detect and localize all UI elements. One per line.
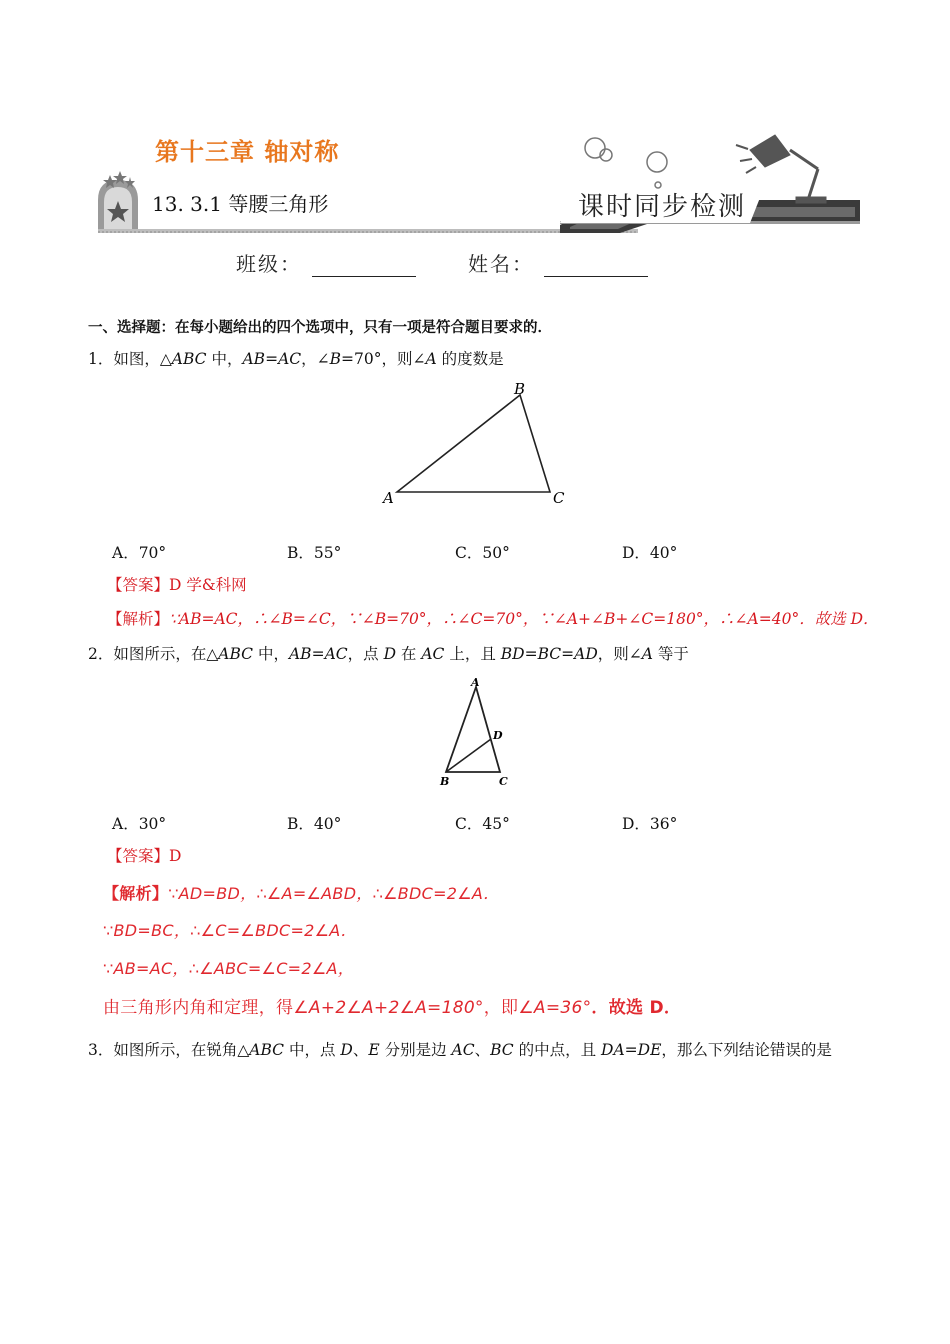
name-field xyxy=(468,248,648,277)
q1-triangle-figure xyxy=(375,375,575,510)
q1-option-c[interactable]: C．50° xyxy=(455,544,510,562)
q2-analysis-line-4: 由三角形内角和定理，得∠A+2∠A+2∠A=180°，即∠A=36°．故选 D． xyxy=(103,998,682,1018)
q1-label-c: C xyxy=(553,489,565,507)
name-label: 姓名： xyxy=(468,252,534,276)
q1-stem: 1．如图，△ABC 中，AB=AC，∠B=70°，则∠A 的度数是 xyxy=(88,350,504,368)
q2-option-b[interactable]: B．40° xyxy=(287,815,342,833)
q2-option-a[interactable]: A．30° xyxy=(112,815,167,833)
worksheet-subtitle: 课时同步检测 xyxy=(578,192,747,222)
q2-answer: 【答案】D xyxy=(107,847,182,865)
q3-stem: 3．如图所示，在锐角△ABC 中，点 D、E 分别是边 AC、BC 的中点，且 DA=DE，那么下列结论错误的是 xyxy=(88,1041,832,1059)
q2-option-c[interactable]: C．45° xyxy=(455,815,510,833)
q2-label-a: A xyxy=(471,676,480,689)
class-blank[interactable] xyxy=(312,256,416,277)
q2-analysis-line-2: ∵BD=BC，∴∠C=∠BDC=2∠A． xyxy=(103,921,357,940)
part-heading: 一、选择题：在每小题给出的四个选项中，只有一项是符合题目要求的． xyxy=(88,320,552,336)
q2-triangle-figure xyxy=(430,675,520,790)
q2-analysis-line-1: 【解析】∵AD=BD，∴∠A=∠ABD，∴∠BDC=2∠A． xyxy=(103,884,500,903)
q2-label-d: D xyxy=(493,729,503,742)
q1-answer: 【答案】D 学&科网 xyxy=(107,576,247,594)
name-blank[interactable] xyxy=(544,256,648,277)
q1-option-d[interactable]: D．40° xyxy=(622,544,678,562)
star-badge-icon xyxy=(98,171,138,230)
q1-analysis: 【解析】∵AB=AC，∴∠B=∠C，∵∠B=70°，∴∠C=70°，∵∠A+∠B+∠C=180°，∴∠A=40°．故选 D． xyxy=(107,610,879,628)
q1-label-a: A xyxy=(383,489,394,507)
q1-label-b: B xyxy=(514,380,526,398)
q2-label-b: B xyxy=(440,775,450,788)
q1-option-b[interactable]: B．55° xyxy=(287,544,342,562)
section-title: 13. 3.1 等腰三角形 xyxy=(152,192,329,216)
q2-analysis-line-3: ∵AB=AC，∴∠ABC=∠C=2∠A， xyxy=(103,959,355,978)
class-label: 班级： xyxy=(236,252,302,276)
q2-label-c: C xyxy=(499,775,508,788)
q2-option-d[interactable]: D．36° xyxy=(622,815,678,833)
q1-option-a[interactable]: A．70° xyxy=(112,544,167,562)
header-banner xyxy=(90,105,865,240)
class-field xyxy=(236,248,416,277)
bubbles-decoration xyxy=(585,138,667,188)
q2-stem: 2．如图所示，在△ABC 中，AB=AC，点 D 在 AC 上，且 BD=BC=AD，则∠A 等于 xyxy=(88,645,689,663)
chapter-title: 第十三章 轴对称 xyxy=(155,138,340,166)
